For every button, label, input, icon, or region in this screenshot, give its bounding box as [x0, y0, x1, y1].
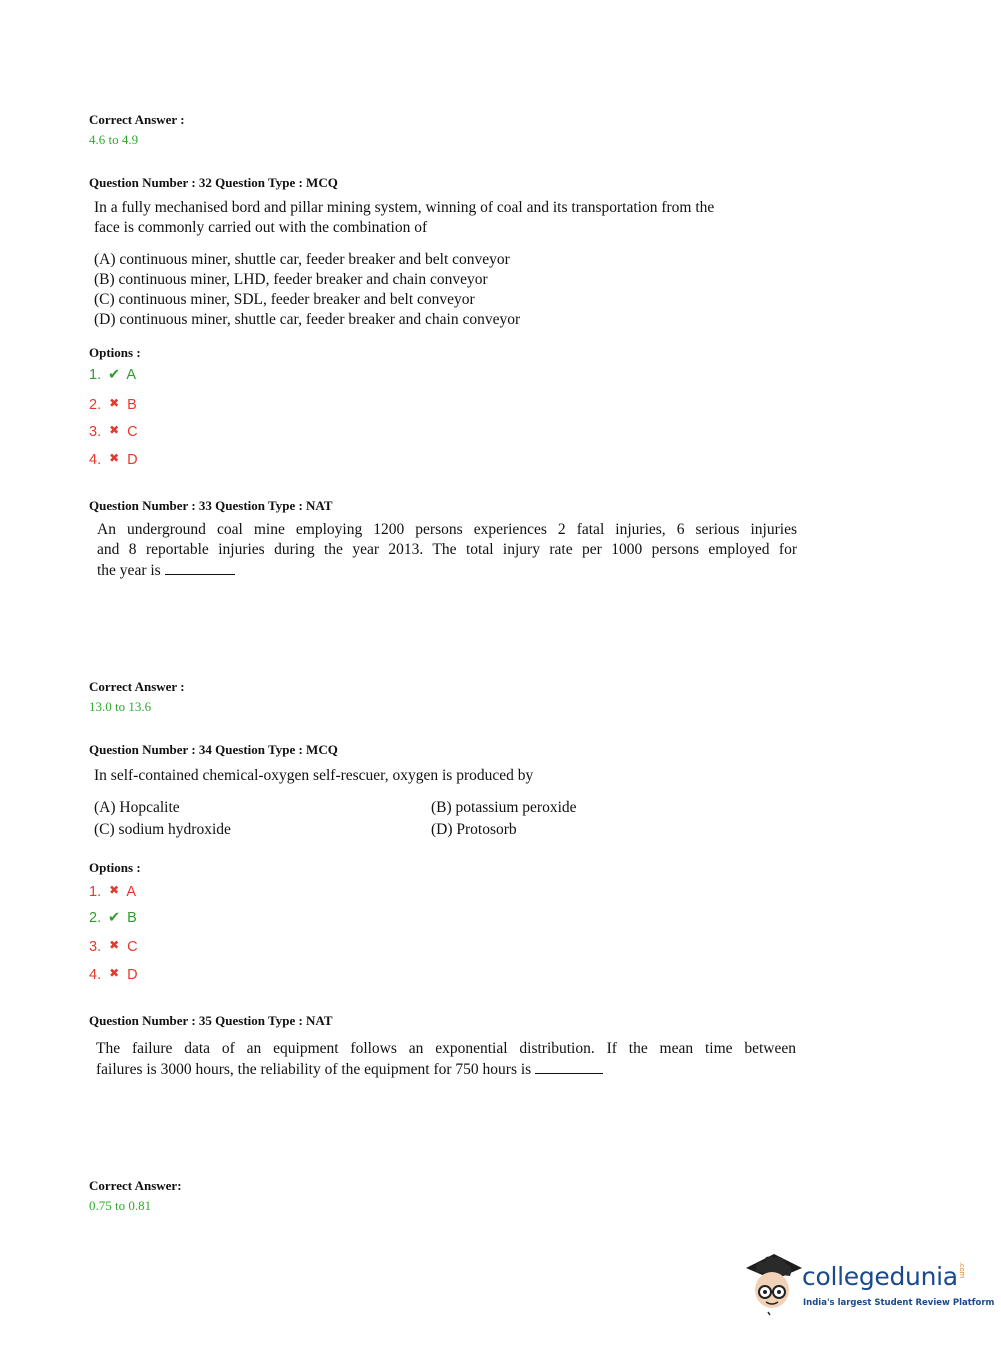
correct-answer-value: 4.6 to 4.9 — [89, 132, 139, 147]
option-number: 4. — [89, 452, 102, 468]
question-header: Question Number : 35 Question Type : NAT — [89, 1013, 333, 1028]
question-text-fragment: failures is 3000 hours, the reliability of the equipment for 750 hours is — [96, 1061, 532, 1078]
question-header: Question Number : 34 Question Type : MCQ — [89, 742, 338, 757]
logo-name: collegedunia — [802, 1262, 958, 1291]
option-item — [89, 909, 137, 927]
option-item — [89, 964, 138, 982]
mascot-icon — [742, 1250, 804, 1316]
question-text — [97, 520, 797, 581]
question-text-line: The failure data of an equipment follows an exponential distribution. If the mean time between — [96, 1040, 796, 1057]
option-number: 3. — [89, 939, 102, 955]
answer-blank — [165, 560, 235, 575]
option-item — [89, 936, 138, 954]
choice-item: (D) continuous miner, shuttle car, feeder breaker and chain conveyor — [94, 311, 521, 328]
question-header: Question Number : 32 Question Type : MCQ — [89, 175, 338, 190]
question-text-line — [97, 560, 797, 581]
choice-item: (D) Protosorb — [431, 821, 517, 838]
question-text — [96, 1039, 796, 1080]
option-item — [89, 366, 136, 384]
option-item — [89, 394, 137, 412]
choice-item: (A) Hopcalite — [94, 799, 180, 816]
option-number: 1. — [89, 367, 102, 383]
option-number: 2. — [89, 397, 102, 413]
option-number: 3. — [89, 424, 102, 440]
choice-item: (C) continuous miner, SDL, feeder breaker and belt conveyor — [94, 291, 475, 308]
cross-icon: ✖ — [109, 451, 120, 465]
question-text: In self-contained chemical-oxygen self-rescuer, oxygen is produced by — [94, 767, 534, 784]
option-value: C — [127, 424, 138, 440]
choice-item: (C) sodium hydroxide — [94, 821, 231, 838]
cross-icon: ✖ — [109, 966, 120, 980]
choice-item: (B) potassium peroxide — [431, 799, 577, 816]
check-icon: ✔ — [108, 910, 121, 926]
answer-blank — [535, 1059, 603, 1074]
option-item — [89, 421, 138, 439]
collegedunia-logo — [742, 1250, 995, 1320]
choice-list — [94, 250, 804, 330]
question-text-line — [96, 1059, 796, 1080]
option-value: D — [127, 452, 138, 468]
question-header: Question Number : 33 Question Type : NAT — [89, 498, 333, 513]
correct-answer-label: Correct Answer : — [89, 112, 185, 127]
question-text-line: and 8 reportable injuries during the year 2013. The total injury rate per 1000 persons employed for — [97, 541, 797, 558]
logo-wordmark — [802, 1262, 966, 1291]
correct-answer-label: Correct Answer: — [89, 1178, 182, 1193]
correct-answer-label: Correct Answer : — [89, 679, 185, 694]
question-text-line: face is commonly carried out with the combination of — [94, 219, 428, 236]
option-value: C — [127, 939, 138, 955]
correct-answer-value: 13.0 to 13.6 — [89, 699, 152, 714]
question-text-line: In a fully mechanised bord and pillar mining system, winning of coal and its transportation from the — [94, 199, 715, 216]
cross-icon: ✖ — [109, 423, 120, 437]
option-value: A — [126, 884, 137, 900]
option-value: B — [127, 910, 137, 926]
question-text — [94, 198, 804, 238]
options-label: Options : — [89, 860, 141, 875]
option-number: 4. — [89, 967, 102, 983]
option-number: 2. — [89, 910, 102, 926]
correct-answer-value: 0.75 to 0.81 — [89, 1198, 152, 1213]
option-number: 1. — [89, 884, 102, 900]
choice-item: (B) continuous miner, LHD, feeder breaker and chain conveyor — [94, 271, 488, 288]
option-item — [89, 881, 136, 899]
option-value: D — [127, 967, 138, 983]
cross-icon: ✖ — [109, 396, 120, 410]
cross-icon: ✖ — [109, 938, 120, 952]
choice-item: (A) continuous miner, shuttle car, feeder breaker and belt conveyor — [94, 251, 510, 268]
logo-tagline: India's largest Student Review Platform — [803, 1298, 995, 1308]
logo-suffix: .com — [957, 1262, 966, 1278]
option-value: A — [126, 367, 137, 383]
cross-icon: ✖ — [109, 883, 120, 897]
question-text-fragment: the year is — [97, 562, 161, 579]
check-icon: ✔ — [108, 367, 121, 383]
options-label: Options : — [89, 345, 141, 360]
option-item — [89, 449, 138, 467]
option-value: B — [127, 397, 137, 413]
question-text-line: An underground coal mine employing 1200 persons experiences 2 fatal injuries, 6 serious injuries — [97, 521, 797, 538]
